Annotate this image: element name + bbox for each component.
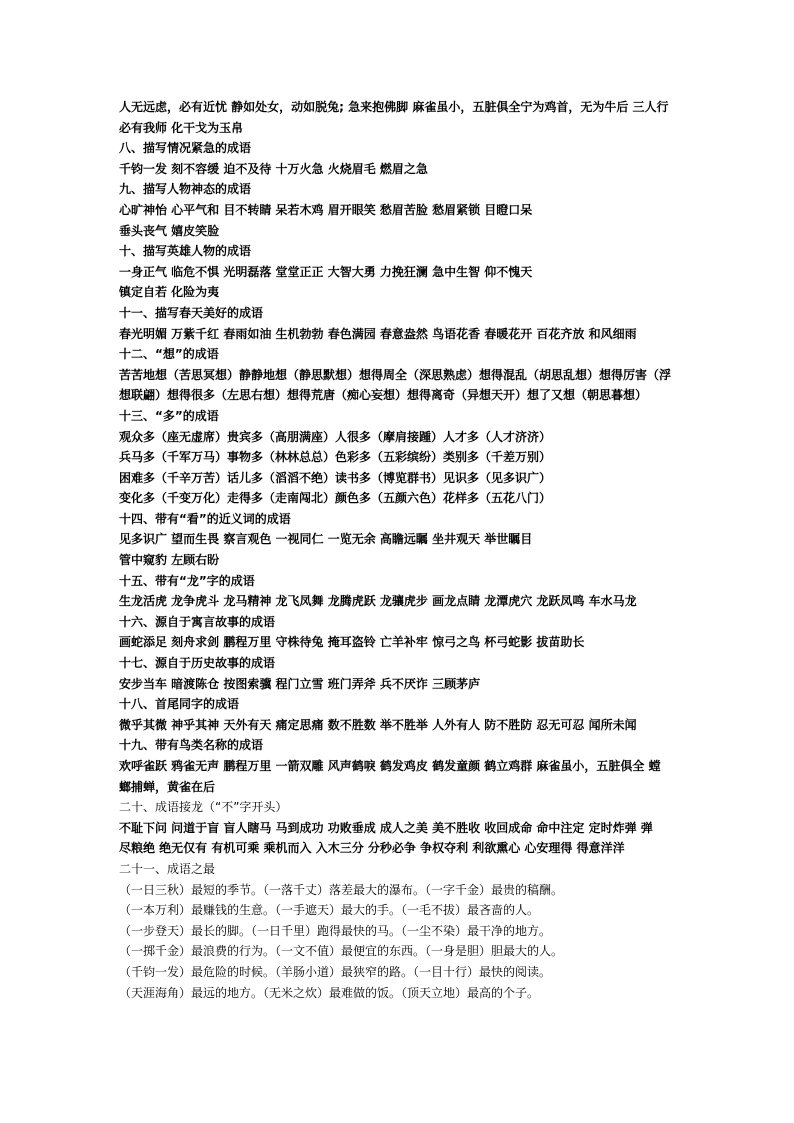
text-line: 不耻下问 问道于盲 盲人瞎马 马到成功 功败垂成 成人之美 美不胜收 收回成命 命中注定 定时炸弹 弹 [119, 820, 653, 835]
text-line: （天涯海角）最远的地方。（无米之炊）最难做的饭。（顶天立地）最高的个子。 [119, 985, 540, 1000]
text-line: 见多识广 望而生畏 察言观色 一视同仁 一览无余 高瞻远瞩 坐井观天 举世瞩目 [119, 532, 533, 547]
text-line: 微乎其微 神乎其神 天外有天 痛定思痛 数不胜数 举不胜举 人外有人 防不胜防 忍无可忍 闻所未闻 [119, 717, 637, 732]
text-line: 生龙活虎 龙争虎斗 龙马精神 龙飞凤舞 龙腾虎跃 龙骧虎步 画龙点睛 龙潭虎穴 龙跃凤鸣 车水马龙 [119, 594, 637, 609]
text-line: 春光明媚 万紫千红 春雨如油 生机勃勃 春色满园 春意盎然 鸟语花香 春暖花开 百花齐放 和风细雨 [119, 326, 637, 341]
text-line: 垂头丧气 嬉皮笑脸 [119, 223, 220, 238]
text-line: 安步当车 暗渡陈仓 按图索骥 程门立雪 班门弄斧 兵不厌诈 三顾茅庐 [119, 676, 481, 691]
text-line: 观众多（座无虚席）贵宾多（高朋满座）人很多（摩肩接踵）人才多（人才济济） [119, 429, 552, 444]
section-heading: 十、描写英雄人物的成语 [119, 244, 252, 259]
section-heading: 十九、带有鸟类名称的成语 [119, 738, 264, 753]
text-line: 画蛇添足 刻舟求剑 鹏程万里 守株待兔 掩耳盗铃 亡羊补牢 惊弓之鸟 杯弓蛇影 拔苗助长 [119, 635, 585, 650]
section-heading: 十六、源自于寓言故事的成语 [119, 614, 276, 629]
text-line: 欢呼雀跃 鸦雀无声 鹏程万里 一箭双雕 风声鹤唳 鹤发鸡皮 鹤发童颜 鹤立鸡群 麻雀虽小，五脏俱全 螳 [119, 759, 661, 773]
text-line: （一步登天）最长的脚。（一日千里）跑得最快的马。（一尘不染）最干净的地方。 [119, 923, 552, 938]
text-line: 镇定自若 化险为夷 [119, 285, 220, 300]
section-heading: 十一、描写春天美好的成语 [119, 305, 264, 320]
section-heading: 十二、“想”的成语 [119, 347, 219, 362]
text-line: 心旷神怡 心平气和 目不转睛 呆若木鸡 眉开眼笑 愁眉苦脸 愁眉紧锁 目瞪口呆 [119, 202, 533, 217]
section-heading: 十七、源自于历史故事的成语 [119, 656, 276, 671]
text-line: 尽粮绝 绝无仅有 有机可乘 乘机而入 入木三分 分秒必争 争权夺利 利欲熏心 心安理得 得意洋洋 [119, 841, 625, 856]
text-line: 一身正气 临危不惧 光明磊落 堂堂正正 大智大勇 力挽狂澜 急中生智 仰不愧天 [119, 264, 533, 279]
text-line: 苦苦地想（苦思冥想）静静地想（静思默想）想得周全（深思熟虑）想得混乱（胡思乱想）想得厉害（浮 [119, 367, 672, 382]
section-heading: 十八、首尾同字的成语 [119, 697, 240, 712]
text-line: 千钧一发 刻不容缓 迫不及待 十万火急 火烧眉毛 燃眉之急 [119, 161, 428, 176]
section-heading: 十三、“多”的成语 [119, 408, 219, 423]
text-line: （一日三秋）最短的季节。（一落千丈）落差最大的瀑布。（一字千金）最贵的稿酬。 [119, 882, 564, 897]
section-heading: 二十一、成语之最 [119, 861, 216, 876]
text-line: 兵马多（千军万马）事物多（林林总总）色彩多（五彩缤纷）类别多（千差万别） [119, 450, 552, 465]
section-heading: 十四、带有“看”的近义词的成语 [119, 511, 291, 526]
text-line: （千钧一发）最危险的时候。（羊肠小道）最狭窄的路。（一目十行）最快的阅读。 [119, 964, 552, 979]
section-heading: 九、描写人物神态的成语 [119, 182, 252, 197]
text-line: （一本万利）最赚钱的生意。（一手遮天）最大的手。（一毛不拔）最吝啬的人。 [119, 903, 540, 918]
document-page [119, 97, 679, 1003]
text-line: 变化多（千变万化）走得多（走南闯北）颜色多（五颜六色）花样多（五花八门） [119, 491, 552, 506]
text-line: 困难多（千辛万苦）话儿多（滔滔不绝）读书多（博览群书）见识多（见多识广） [119, 470, 552, 485]
section-heading: 十五、带有“龙”字的成语 [119, 573, 255, 588]
text-line: 必有我师 化干戈为玉帛 [119, 120, 244, 135]
section-heading: 八、描写情况紧急的成语 [119, 141, 252, 156]
section-heading: 二十、成语接龙（“不”字开头） [119, 800, 288, 815]
text-line: 螂捕蝉，黄雀在后 [119, 779, 216, 794]
text-line: 人无远虑，必有近忧 静如处女，动如脱兔; 急来抱佛脚 麻雀虽小，五脏俱全宁为鸡首，无为牛后 三人行 [119, 100, 669, 114]
text-line: 想联翩）想得很多（左思右想）想得荒唐（痴心妄想）想得离奇（异想天开）想了又想（朝思暮想） [119, 388, 648, 403]
text-line: （一掷千金）最浪费的行为。（一文不值）最便宜的东西。（一身是胆）胆最大的人。 [119, 944, 564, 959]
text-line: 管中窥豹 左顾右盼 [119, 553, 220, 568]
